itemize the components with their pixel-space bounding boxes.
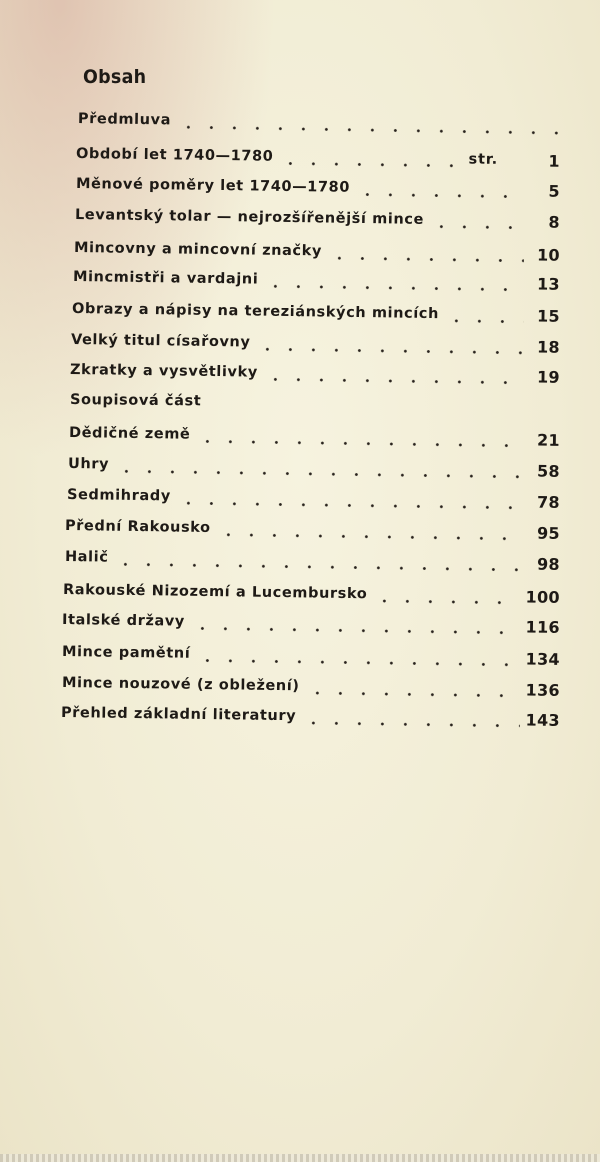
leader-dots (191, 627, 520, 635)
toc-entry-obrazy (72, 297, 560, 328)
page-bottom-edge (0, 1154, 600, 1162)
toc-entry-title: Období let 1740—1780 (75, 146, 274, 165)
toc-entry-velky-titul (71, 328, 560, 359)
leader-dots (264, 378, 524, 385)
toc-entry-page: 10 (536, 244, 561, 265)
leader-dots (430, 225, 524, 229)
toc-entry-page: 143 (525, 709, 561, 730)
toc-entry-title: Italské državy (61, 612, 186, 630)
toc-entry-dedicne-zeme (69, 421, 560, 452)
toc-entry-page: 8 (548, 212, 561, 232)
toc-entry-title: Předmluva (77, 111, 172, 129)
leader-dots (114, 563, 524, 572)
leader-dots (256, 348, 524, 355)
leader-dots (445, 319, 524, 323)
toc-entry-levantsky-tolar (75, 203, 560, 234)
toc-entry-prehled-literatury (61, 701, 560, 732)
toc-entry-title: Velký titul císařovny (70, 332, 251, 351)
leader-dots (177, 126, 560, 135)
toc-entry-mince-pametni (62, 640, 560, 671)
toc-entry-page: 18 (536, 337, 561, 357)
toc-entry-zkratky (70, 358, 560, 389)
toc-entry-predmluva (78, 107, 566, 139)
toc-entry-mincmistri (73, 265, 560, 296)
toc-entry-title: Mince nouzové (z obležení) (61, 675, 300, 695)
toc-entry-title: Levantský tolar — nejrozšířenější mince (74, 207, 425, 228)
leader-dots (279, 162, 462, 168)
leader-dots (177, 502, 524, 510)
leader-dots (196, 659, 519, 667)
toc-entry-page: 134 (525, 648, 561, 669)
toc-entry-page: 95 (536, 523, 561, 543)
toc-entry-soupisova-cast (70, 388, 370, 415)
toc-entry-title: Rakouské Nizozemí a Lucembursko (62, 582, 368, 603)
toc-entry-predni-rakousko (65, 514, 560, 545)
toc-entry-page: 15 (536, 305, 561, 326)
page-title: Obsah (83, 66, 147, 88)
toc-entry-mincovny (74, 236, 560, 267)
toc-entry-page: 13 (536, 273, 561, 294)
toc-entry-title: Mincovny a mincovní značky (73, 240, 323, 260)
leader-dots (305, 691, 519, 697)
toc-entry-title: Přední Rakousko (64, 518, 211, 537)
toc-entry-mince-nouzove (62, 671, 560, 702)
toc-entry-page: 58 (536, 461, 561, 481)
toc-entry-title: Uhry (67, 456, 110, 473)
leader-dots (328, 257, 524, 263)
toc-entry-page: 5 (548, 181, 561, 201)
leader-dots (264, 285, 524, 292)
toc-entry-halic (65, 545, 560, 576)
leader-dots (373, 599, 519, 604)
leader-dots (356, 193, 524, 198)
toc-entry-page: 78 (536, 492, 561, 512)
toc-entry-title: Zkratky a vysvětlivky (69, 362, 258, 381)
toc-entry-page: 98 (536, 554, 561, 574)
toc-entry-page: 21 (536, 430, 561, 450)
leader-dots (196, 440, 524, 448)
toc-entry-title: Obrazy a nápisy na tereziánských mincích (71, 301, 440, 323)
str-label: str. (468, 151, 499, 168)
toc-entry-title: Přehled základní literatury (60, 705, 297, 725)
toc-entry-page: 1 (548, 151, 561, 171)
toc-entry-uhry (68, 452, 560, 483)
toc-entry-title: Měnové poměry let 1740—1780 (75, 176, 351, 196)
toc-entry-menove-pomery (76, 172, 560, 203)
toc-entry-page: 100 (525, 586, 561, 607)
toc-entry-title: Sedmihrady (66, 487, 171, 505)
toc-entry-title: Mincmistři a vardajni (72, 269, 259, 288)
toc-entry-italske-drzavy (62, 608, 560, 639)
leader-dots (302, 721, 519, 727)
toc-entry-page: 116 (525, 616, 561, 637)
toc-entry-obdobi (76, 142, 560, 173)
toc-entry-title: Mince pamětní (61, 644, 191, 662)
toc-entry-title: Soupisová část (69, 392, 202, 410)
toc-entry-title: Dědičné země (68, 425, 191, 443)
toc-entry-sedmihrady (67, 483, 560, 514)
toc-entry-page: 19 (536, 367, 561, 387)
toc-entry-title: Halič (64, 549, 109, 566)
toc-entry-page: 136 (525, 679, 561, 700)
leader-dots (217, 533, 524, 540)
leader-dots (115, 470, 524, 479)
toc-entry-rakouske-nizozemi (63, 578, 560, 609)
